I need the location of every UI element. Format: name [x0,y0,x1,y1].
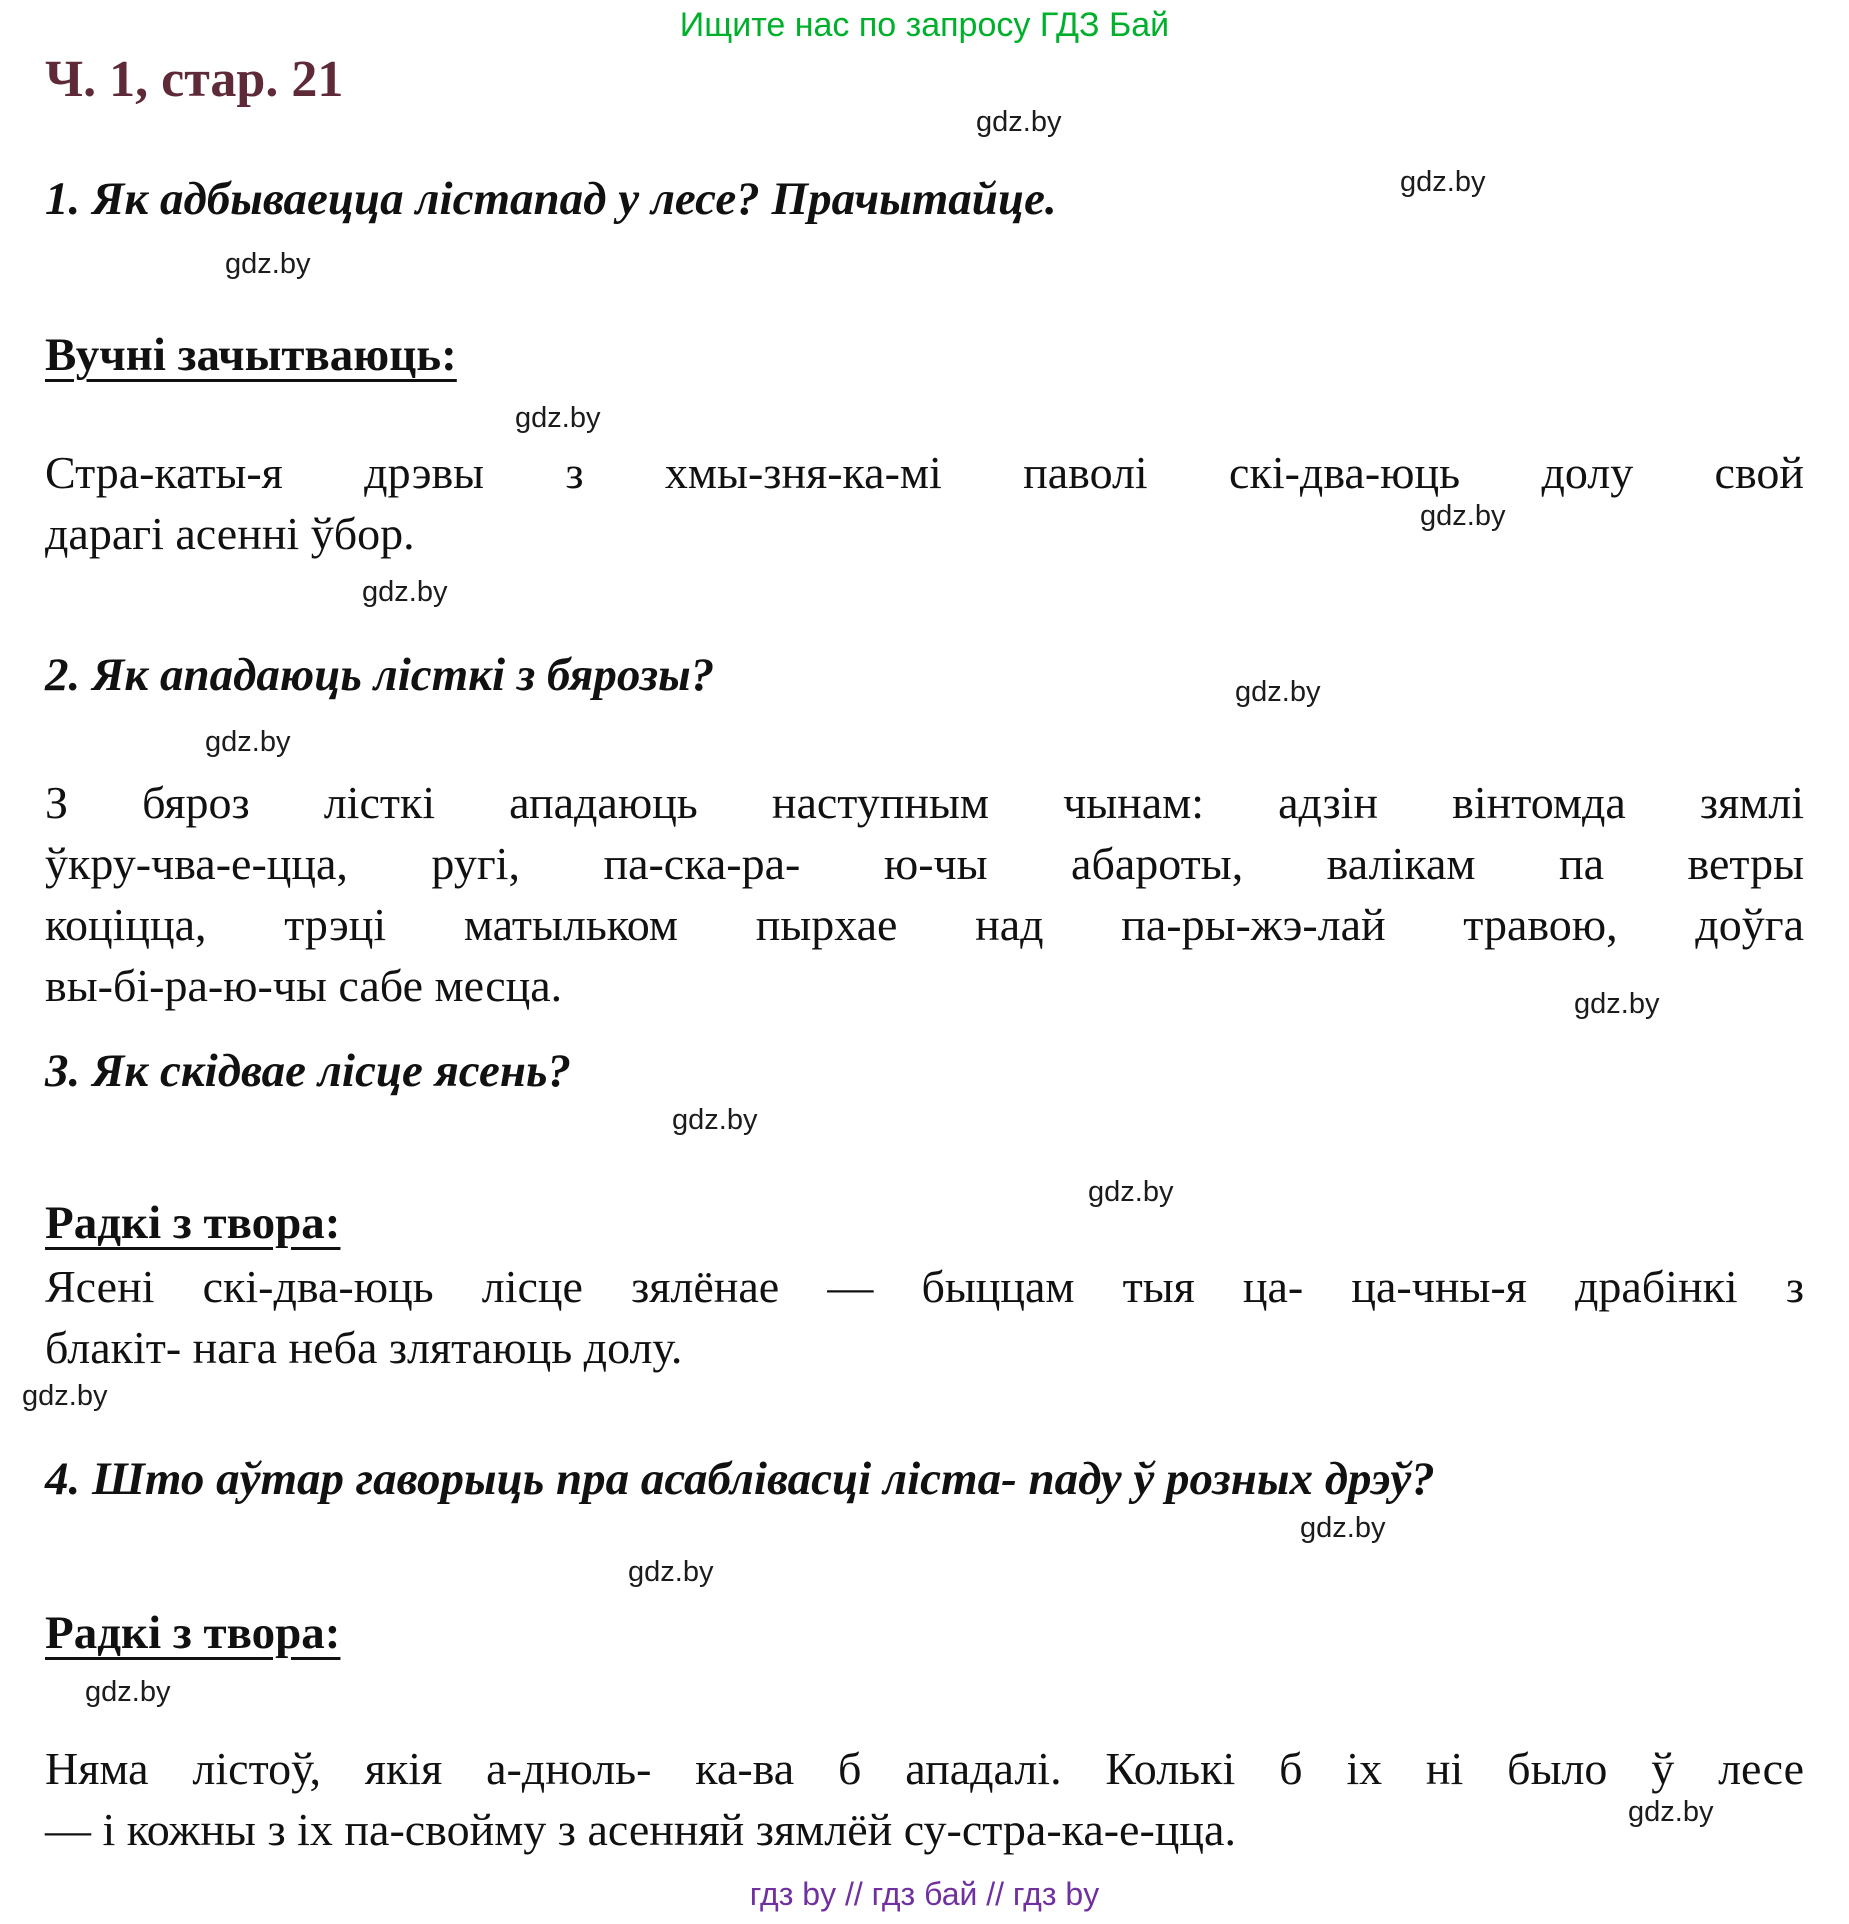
text-line: Стра-каты-я дрэвы з хмы-зня-ка-мі паволі скі-два-юць долу свой [45,447,1804,498]
gdz-watermark: gdz.by [225,248,311,280]
gdz-watermark: gdz.by [205,726,291,758]
footer-links: гдз by // гдз бай // гдз by [749,1876,1100,1912]
gdz-watermark: gdz.by [1628,1796,1714,1828]
paragraph-2 [45,772,1804,1016]
gdz-watermark: gdz.by [1300,1512,1386,1544]
question-1: 1. Як адбываецца лістапад у лесе? Прачытайце. [45,173,1057,225]
paragraph-4 [45,1738,1804,1860]
gdz-watermark: gdz.by [22,1380,108,1412]
text-line: дарагі асенні ўбор. [45,508,415,559]
paragraph-3 [45,1256,1804,1378]
gdz-watermark: gdz.by [1574,988,1660,1020]
gdz-watermark: gdz.by [362,576,448,608]
text-line: Няма лістоў, якія а-дноль- ка-ва б ападалі. Колькі б іх ні было ў лесе [45,1743,1804,1794]
gdz-watermark: gdz.by [515,402,601,434]
page-title: Ч. 1, стар. 21 [45,51,344,108]
text-line: ўкру-чва-е-цца, ругі, па-ска-ра- ю-чы абароты, валікам па ветры [45,838,1804,889]
label-lines-from-work-1: Радкі з твора: [45,1197,341,1249]
top-banner: Ищите нас по запросу ГДЗ Бай [679,6,1170,44]
text-line: З бяроз лісткі ападаюць наступным чынам: адзін вінтомда зямлі [45,777,1804,828]
label-lines-from-work-2: Радкі з твора: [45,1607,341,1659]
text-line: Ясені скі-два-юць лісце зялёнае — быццам тыя ца- ца-чны-я драбінкі з [45,1261,1804,1312]
paragraph-1 [45,442,1804,564]
text-line: коціцца, трэці матыльком пырхае над па-ры-жэ-лай травою, доўга [45,899,1804,950]
gdz-watermark: gdz.by [85,1676,171,1708]
question-2: 2. Як ападаюць лісткі з бярозы? [45,649,715,701]
gdz-watermark: gdz.by [1420,500,1506,532]
gdz-watermark: gdz.by [976,106,1062,138]
question-3: 3. Як скідвае лісце ясень? [45,1045,571,1097]
text-line: — і кожны з іх па-свойму з асенняй зямлёй су-стра-ка-е-цца. [45,1804,1236,1855]
gdz-watermark: gdz.by [1088,1176,1174,1208]
gdz-watermark: gdz.by [672,1104,758,1136]
text-line: вы-бі-ра-ю-чы сабе месца. [45,960,563,1011]
gdz-watermark: gdz.by [628,1556,714,1588]
gdz-watermark: gdz.by [1235,676,1321,708]
label-students-read: Вучні зачытваюць: [45,329,457,381]
question-4: 4. Што аўтар гаворыць пра асаблівасці ліста- паду ў розных дрэў? [45,1453,1435,1505]
gdz-watermark: gdz.by [1400,166,1486,198]
text-line: блакіт- нага неба злятаюць долу. [45,1322,683,1373]
